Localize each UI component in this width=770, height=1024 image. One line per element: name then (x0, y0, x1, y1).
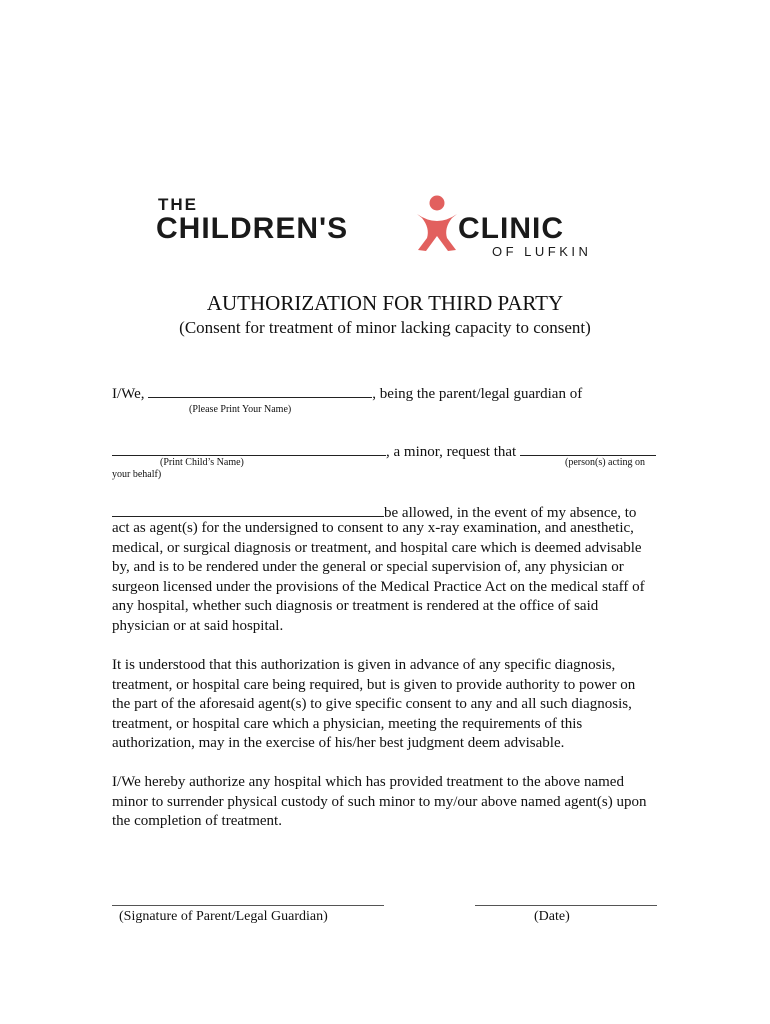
guardian-name-line (112, 382, 582, 403)
paragraph-line: minor to surrender physical custody of such minor to my/our above named agent(s) upon (112, 793, 647, 810)
guardian-name-hint: (Please Print Your Name) (189, 404, 292, 415)
child-name-field[interactable] (112, 440, 386, 456)
authorization-paragraph-1 (112, 519, 657, 636)
paragraph-line: any hospital, whether such diagnosis or treatment is rendered at the office of said (112, 598, 599, 614)
agent-name-hint: (person(s) acting on (565, 457, 645, 468)
document-title: AUTHORIZATION FOR THIRD PARTY (206, 291, 564, 315)
date-label: (Date) (534, 909, 570, 924)
iwe-label: I/We, (112, 386, 145, 402)
agent-name-field[interactable] (520, 440, 656, 456)
authorization-paragraph-2 (112, 656, 657, 754)
child-name-hint: (Print Child’s Name) (160, 457, 244, 468)
paragraph-line: treatment, or hospital care which a physician, meeting the requirements of this (112, 715, 583, 732)
paragraph-line: by, and is to be rendered under the general or special supervision of, any physician or (112, 559, 624, 575)
child-figure-icon (414, 194, 460, 252)
signature-label: (Signature of Parent/Legal Guardian) (119, 909, 328, 924)
agent-name-hint-cont: your behalf) (112, 469, 162, 480)
paragraph-line: the completion of treatment. (112, 813, 282, 829)
minor-request-text: , a minor, request that (386, 444, 517, 460)
guardian-suffix-text: , being the parent/legal guardian of (372, 386, 583, 402)
paragraph-line: I/We hereby authorize any hospital which has provided treatment to the above named (112, 774, 624, 790)
logo-clinic-text: CLINIC (458, 212, 564, 245)
paragraph-line: act as agent(s) for the undersigned to consent to any x-ray examination, and anesthetic, (112, 520, 634, 536)
logo-location-text: OF LUFKIN (492, 244, 592, 259)
paragraph-line: the part of the aforesaid agent(s) to give specific consent to any and all such diagnosis, (112, 696, 632, 712)
guardian-name-field[interactable] (148, 382, 372, 398)
logo-childrens-text: CHILDREN'S (156, 212, 349, 245)
agent-names-field[interactable] (112, 501, 384, 517)
paragraph-line: surgeon licensed under the provisions of the Medical Practice Act on the medical staff of (112, 578, 645, 595)
paragraph-line: authorization, may in the exercise of his/her best judgment deem advisable. (112, 735, 565, 751)
clinic-logo (156, 192, 616, 260)
paragraph-line: It is understood that this authorization is given in advance of any specific diagnosis, (112, 657, 616, 673)
signature-field[interactable] (112, 905, 384, 906)
paragraph-line: medical, or surgical diagnosis or treatment, and hospital care which is deemed advisable (112, 539, 642, 556)
authorization-paragraph-3 (112, 773, 657, 832)
logo-the-text: THE (158, 195, 198, 214)
date-field[interactable] (475, 905, 657, 906)
agent-allowed-text: be allowed, in the event of my absence, to (384, 505, 637, 521)
paragraph-line: treatment, or hospital care being required, but is given to provide authority to power on (112, 676, 636, 693)
document-subtitle: (Consent for treatment of minor lacking capacity to consent) (179, 318, 591, 337)
paragraph-line: physician or at said hospital. (112, 617, 284, 634)
